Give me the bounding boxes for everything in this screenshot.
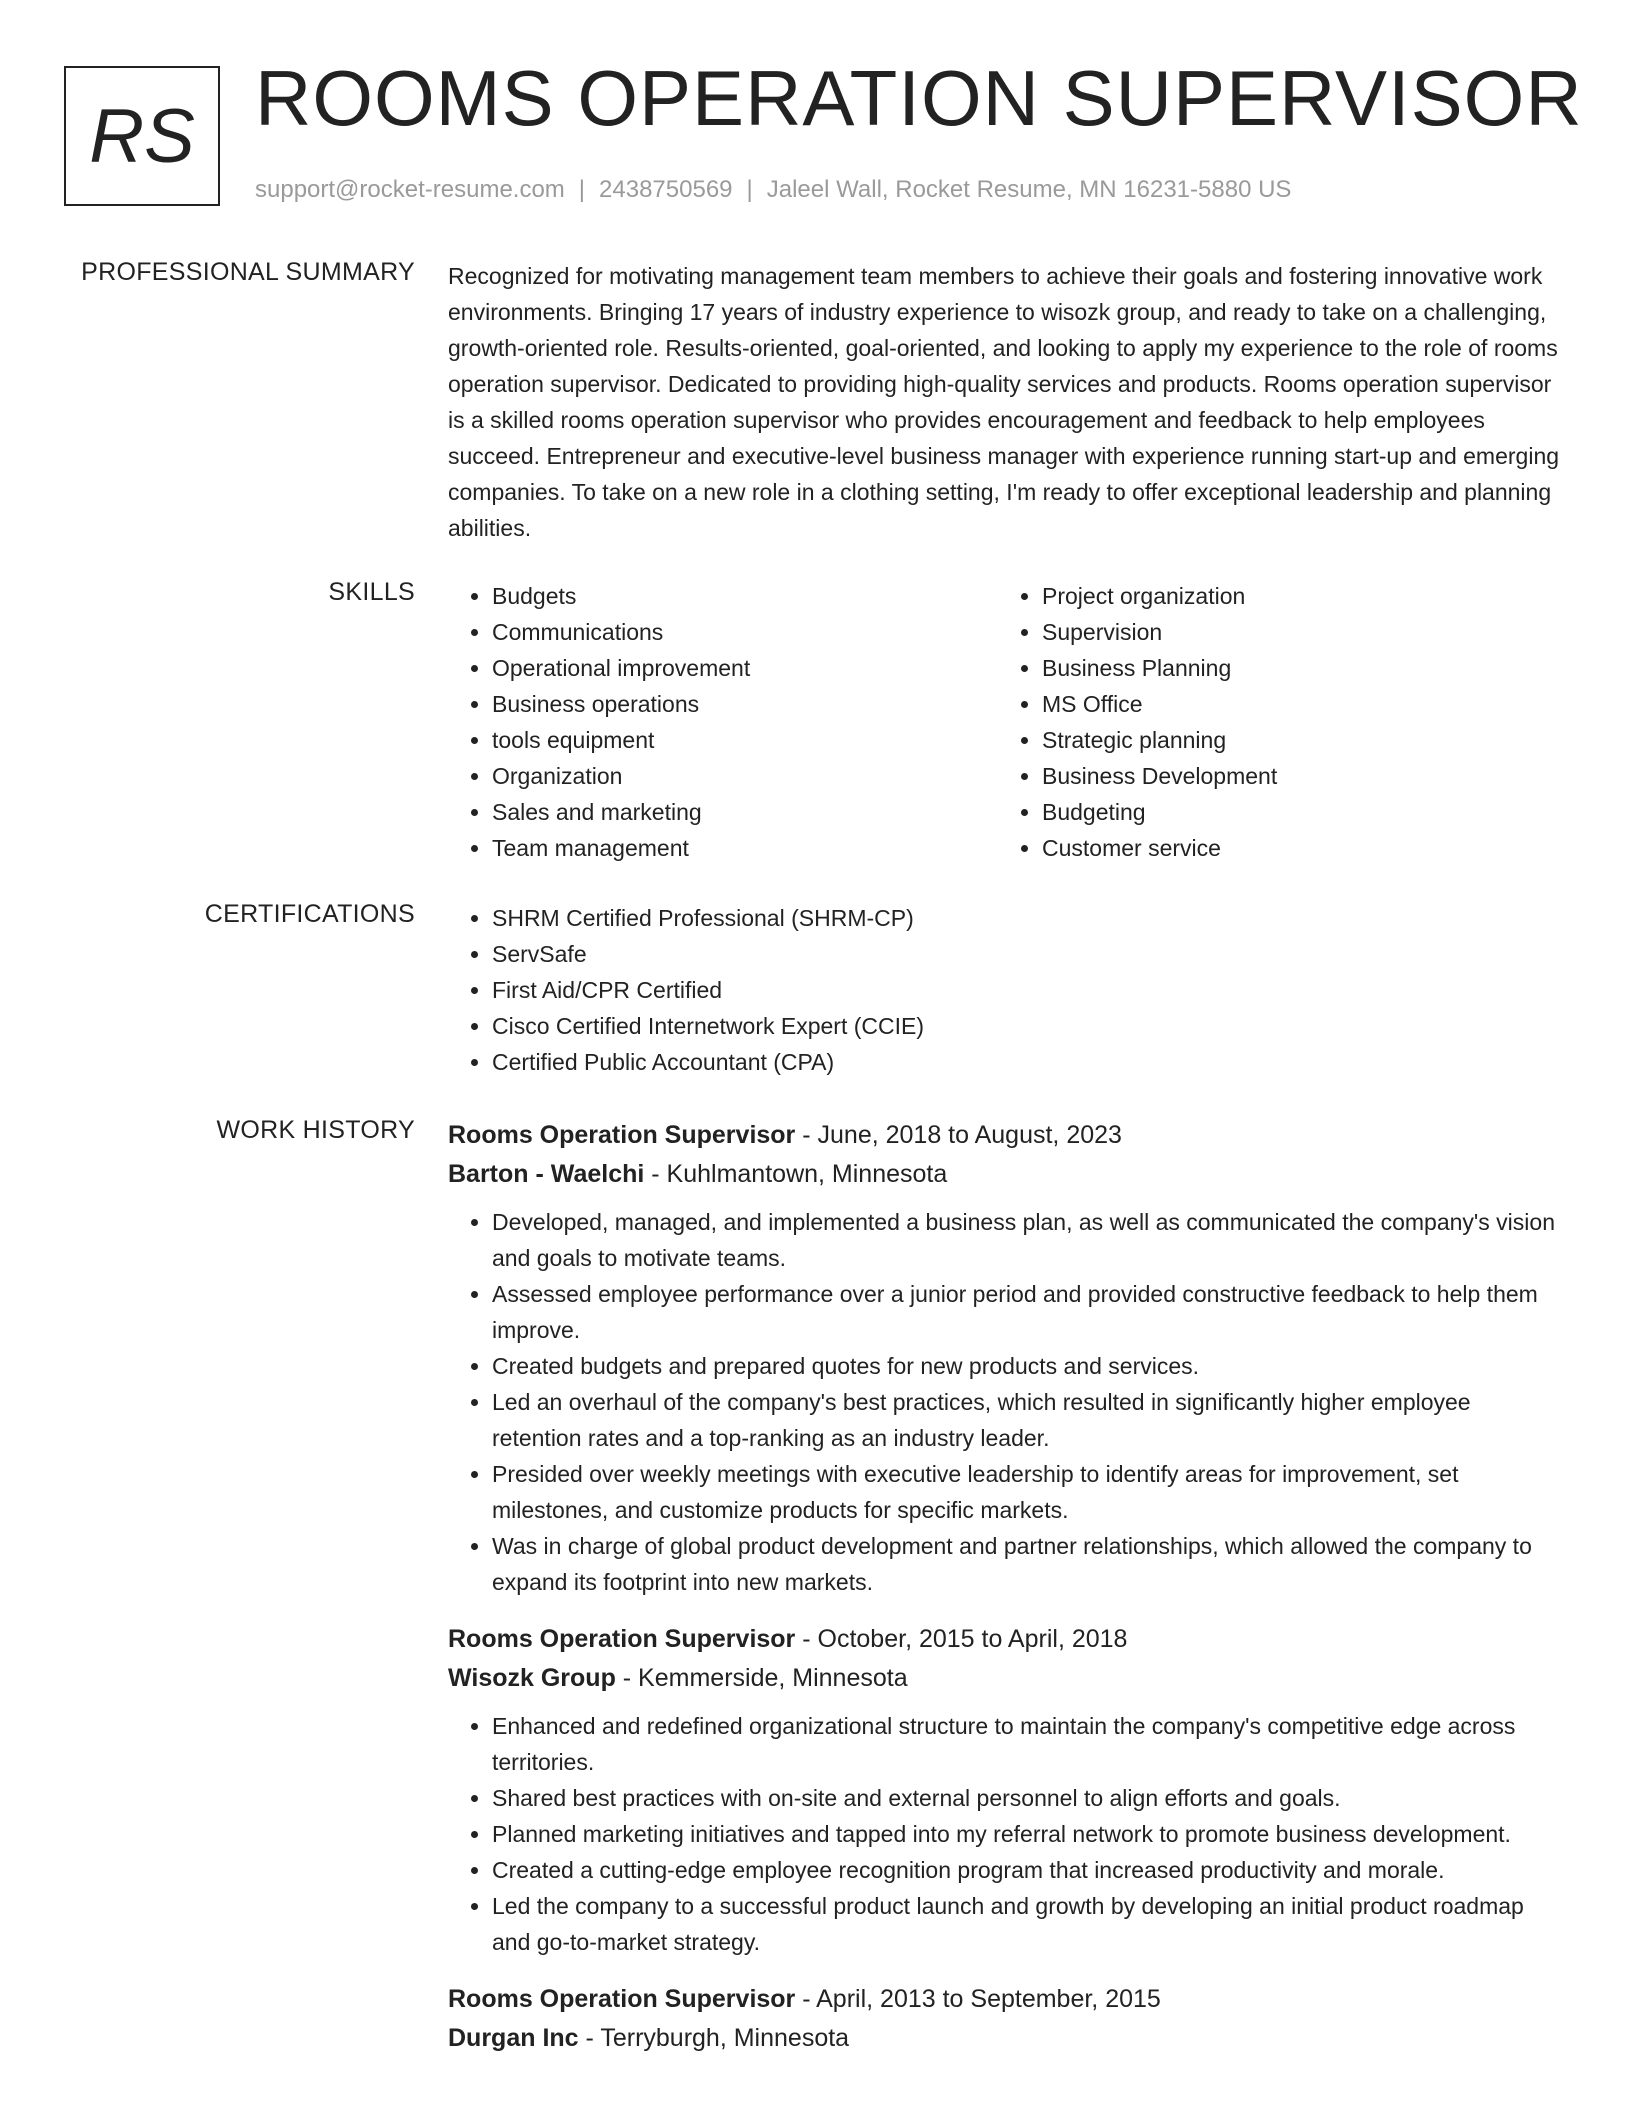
certification-item: • First Aid/CPR Certified (492, 972, 1566, 1008)
job-company-line (448, 1658, 1566, 1698)
job-company: Wisozk Group (448, 1664, 616, 1692)
contact-phone[interactable]: 2438750569 (599, 176, 733, 203)
job-dates: - June, 2018 to August, 2023 (795, 1121, 1122, 1149)
skill-item: • Budgets (492, 578, 998, 614)
work-history-list (448, 1116, 1566, 2078)
job-bullet: • Assessed employee performance over a junior period and provided constructive feedback to help them improve. (492, 1276, 1566, 1348)
job-bullet: • Enhanced and redefined organizational structure to maintain the company's competitive edge across territories. (492, 1708, 1566, 1780)
job-location: - Terryburgh, Minnesota (578, 2024, 850, 2052)
certification-item: • Cisco Certified Internetwork Expert (CCIE) (492, 1008, 1566, 1044)
contact-address: Jaleel Wall, Rocket Resume, MN 16231-5880 US (766, 176, 1292, 203)
skill-item: • Supervision (1042, 614, 1548, 650)
page-title: ROOMS OPERATION SUPERVISOR (255, 54, 1583, 142)
certifications-list (448, 900, 1566, 1080)
job-entry (448, 1980, 1566, 2058)
job-title-line (448, 1980, 1566, 2018)
section-label: CERTIFICATIONS (204, 900, 415, 928)
job-company: Barton - Waelchi (448, 1160, 645, 1188)
section-label: SKILLS (328, 578, 415, 606)
job-title: Rooms Operation Supervisor (448, 1121, 796, 1149)
skill-item: • Sales and marketing (492, 794, 998, 830)
job-entry (448, 1116, 1566, 1600)
skill-item: • Business Development (1042, 758, 1548, 794)
job-bullets (448, 1708, 1566, 1960)
certification-item: • Certified Public Accountant (CPA) (492, 1044, 1566, 1080)
skills-column-2 (998, 578, 1548, 866)
job-location: - Kuhlmantown, Minnesota (644, 1160, 948, 1188)
skill-item: • Communications (492, 614, 998, 650)
job-title: Rooms Operation Supervisor (448, 1625, 796, 1653)
section-label: WORK HISTORY (216, 1116, 415, 1144)
job-bullet: • Created a cutting-edge employee recognition program that increased productivity and morale. (492, 1852, 1566, 1888)
job-bullet: • Led an overhaul of the company's best practices, which resulted in significantly higher employee retention rates and a top-ranking as an industry leader. (492, 1384, 1566, 1456)
section-label: PROFESSIONAL SUMMARY (81, 258, 415, 286)
job-company: Durgan Inc (448, 2024, 579, 2052)
skill-item: • tools equipment (492, 722, 998, 758)
job-bullet: • Shared best practices with on-site and external personnel to align efforts and goals. (492, 1780, 1566, 1816)
certification-item: • SHRM Certified Professional (SHRM-CP) (492, 900, 1566, 936)
certification-item: • ServSafe (492, 936, 1566, 972)
skill-item: • Project organization (1042, 578, 1548, 614)
job-title-line (448, 1116, 1566, 1154)
job-title-line (448, 1620, 1566, 1658)
skill-item: • Business operations (492, 686, 998, 722)
skill-item: • MS Office (1042, 686, 1548, 722)
job-bullet: • Developed, managed, and implemented a business plan, as well as communicated the company's vision and goals to motivate teams. (492, 1204, 1566, 1276)
summary-text: Recognized for motivating management team members to achieve their goals and fostering innovative work environments. Bringing 17 years of industry experience to wisozk group, and ready to take on a challenging, growth-oriented role. Results-oriented, goal-oriented, and looking to apply my experience to the role of rooms operation supervisor. Dedicated to providing high-quality services and products. Rooms operation supervisor is a skilled rooms operation supervisor who provides encouragement and feedback to help employees succeed. Entrepreneur and executive-level business manager with experience running start-up and emerging companies. To take on a new role in a clothing setting, I'm ready to offer exceptional leadership and planning abilities. (448, 263, 1560, 541)
skill-item: • Operational improvement (492, 650, 998, 686)
skills-column-1 (448, 578, 998, 866)
job-bullet: • Was in charge of global product development and partner relationships, which allowed the company to expand its footprint into new markets. (492, 1528, 1566, 1600)
job-title: Rooms Operation Supervisor (448, 1985, 796, 2013)
skill-item: • Strategic planning (1042, 722, 1548, 758)
job-bullet: • Planned marketing initiatives and tapped into my referral network to promote business development. (492, 1816, 1566, 1852)
job-bullet: • Created budgets and prepared quotes for new products and services. (492, 1348, 1566, 1384)
monogram-logo: RS (64, 66, 220, 206)
job-location: - Kemmerside, Minnesota (615, 1664, 908, 1692)
skill-item: • Business Planning (1042, 650, 1548, 686)
job-entry (448, 1620, 1566, 1960)
job-dates: - October, 2015 to April, 2018 (795, 1625, 1128, 1653)
job-company-line (448, 2018, 1566, 2058)
skill-item: • Customer service (1042, 830, 1548, 866)
job-bullets (448, 1204, 1566, 1600)
contact-line (255, 176, 1291, 204)
contact-email[interactable]: support@rocket-resume.com (255, 176, 565, 203)
job-bullet: • Led the company to a successful product launch and growth by developing an initial product roadmap and go-to-market strategy. (492, 1888, 1566, 1960)
skills-list (448, 578, 1566, 866)
skill-item: • Budgeting (1042, 794, 1548, 830)
job-dates: - April, 2013 to September, 2015 (795, 1985, 1161, 2013)
job-company-line (448, 1154, 1566, 1194)
skill-item: • Organization (492, 758, 998, 794)
skill-item: • Team management (492, 830, 998, 866)
job-bullet: • Presided over weekly meetings with executive leadership to identify areas for improvement, set milestones, and customize products for specific markets. (492, 1456, 1566, 1528)
contact-separator: | (746, 176, 753, 203)
contact-separator: | (578, 176, 586, 203)
